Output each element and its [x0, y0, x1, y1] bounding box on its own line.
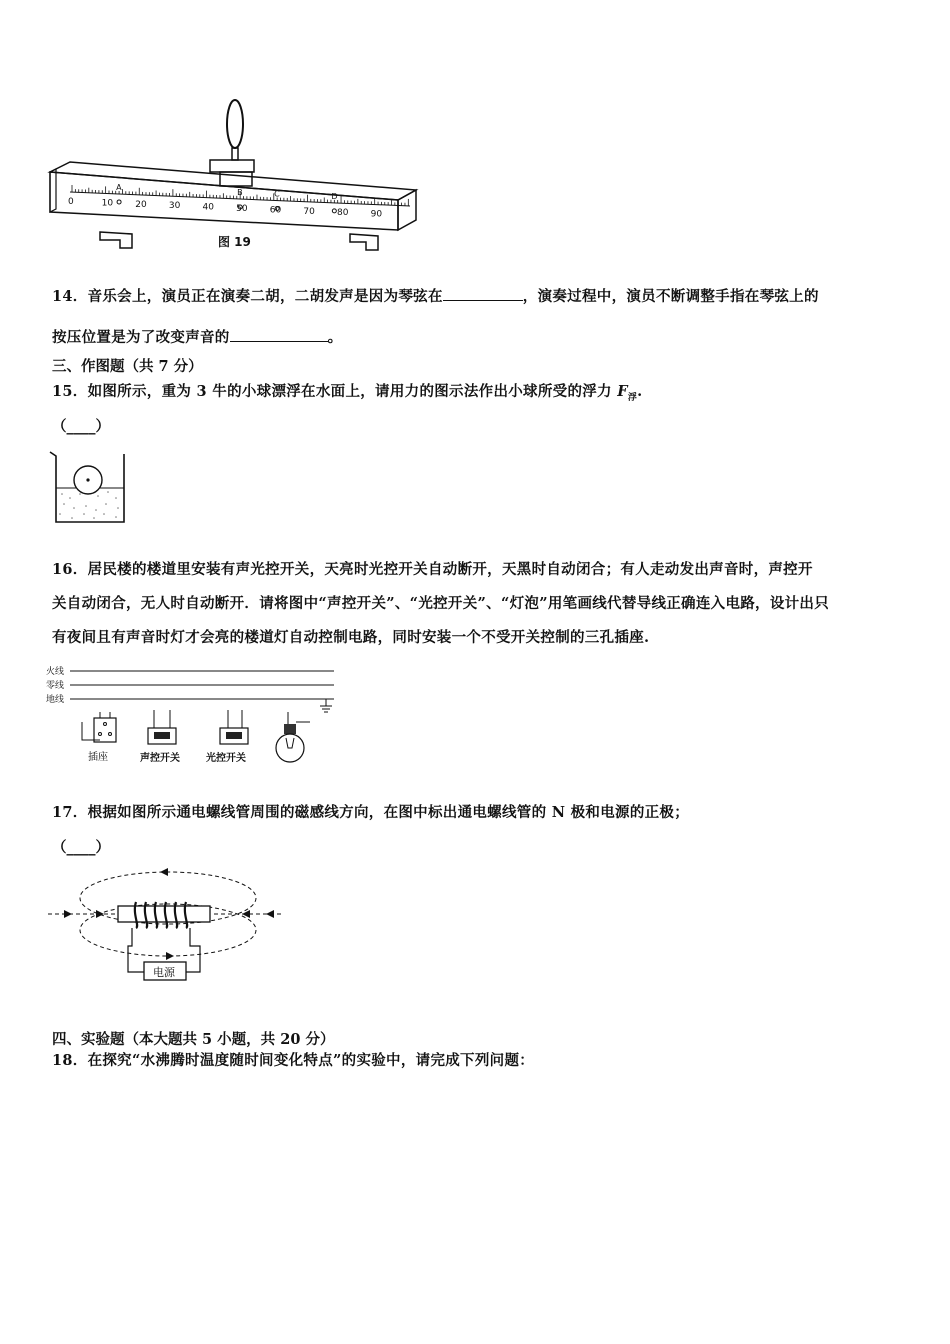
sound-switch-label: 声控开关 [140, 753, 180, 764]
circuit-figure [44, 662, 344, 774]
q15-force-symbol: F [617, 383, 628, 400]
ruler-tick-label: 60 [269, 205, 282, 216]
ruler-tick-label: 0 [68, 197, 74, 207]
q16-line1: 16．居民楼的楼道里安装有声光控开关，天亮时光控开关自动断开，天黑时自动闭合；有人走动发出声音时，声控开 [52, 561, 813, 578]
ruler-point-marker [117, 200, 121, 204]
socket-icon [82, 712, 116, 742]
ruler-tick-label: 90 [370, 209, 383, 220]
q14-line1-b: ，演奏过程中，演员不断调整手指在琴弦上的 [522, 288, 819, 305]
section-3-title: 三、作图题（共 7 分） [52, 358, 203, 375]
ruler-tick-label: 70 [303, 206, 315, 217]
lens-icon [227, 100, 243, 148]
ruler-point-label: D [331, 191, 338, 201]
ruler-point-label: B [237, 187, 243, 197]
question-18: 18．在探究“水沸腾时温度随时间变化特点”的实验中，请完成下列问题： [52, 1052, 535, 1069]
q14-line1-a: 音乐会上，演员正在演奏二胡，二胡发声是因为琴弦在 [87, 288, 443, 305]
question-16 [52, 553, 922, 655]
light-switch-icon [220, 710, 248, 744]
beaker-figure [46, 448, 136, 528]
wire-label-ground: 地线 [46, 695, 65, 705]
solenoid-figure [44, 862, 294, 984]
ruler-tick-label: 30 [168, 201, 181, 212]
question-14 [52, 281, 912, 353]
figure-caption: 图 19 [218, 235, 251, 249]
q14-line2-b: 。 [327, 329, 343, 346]
q17-answer-paren[interactable]: （____） [52, 839, 110, 856]
sound-switch-icon [148, 710, 176, 744]
bulb-icon [276, 712, 310, 762]
q15-answer-paren[interactable]: （____） [52, 418, 110, 435]
ruler-figure [40, 96, 430, 256]
ruler-tick-label: 40 [202, 202, 214, 213]
q16-line3: 有夜间且有声音时灯才会亮的楼道灯自动控制电路，同时安装一个不受开关控制的三孔插座. [52, 629, 650, 646]
q16-line2: 关自动闭合，无人时自动断开．请将图中“声控开关”、“光控开关”、“灯泡”用笔画线代替导线正确连入电路，设计出只 [52, 595, 830, 612]
ruler-tick-label: 50 [236, 203, 248, 214]
q14-line2-a: 按压位置是为了改变声音的 [52, 329, 230, 346]
ruler-tick-label: 20 [135, 199, 147, 210]
ruler-tick-label: 80 [337, 208, 349, 219]
q15-force-sub: 浮 [627, 392, 638, 403]
q14-blank-1[interactable] [443, 299, 523, 301]
ruler-point-label: A [116, 182, 122, 192]
socket-label: 插座 [88, 752, 108, 763]
q15-text: 15．如图所示，重为 3 牛的小球漂浮在水面上，请用力的图示法作出小球所受的浮力 [52, 383, 618, 400]
section-4-title: 四、实验题（本大题共 5 小题，共 20 分） [52, 1031, 335, 1048]
question-17: 17．根据如图所示通电螺线管周围的磁感线方向，在图中标出通电螺线管的 N 极和电源的正极； [52, 804, 690, 821]
q15-end: . [637, 383, 643, 400]
wire-label-live: 火线 [46, 667, 65, 677]
ruler-point-label: C [274, 189, 280, 199]
power-source-label: 电源 [153, 966, 175, 979]
ruler-tick-label: 10 [101, 198, 114, 209]
light-switch-label: 光控开关 [206, 753, 246, 764]
q14-number: 14． [52, 288, 88, 305]
question-15 [52, 376, 912, 414]
q14-blank-2[interactable] [230, 340, 328, 342]
ruler-point-marker [332, 209, 336, 213]
wire-label-neutral: 零线 [46, 681, 65, 691]
